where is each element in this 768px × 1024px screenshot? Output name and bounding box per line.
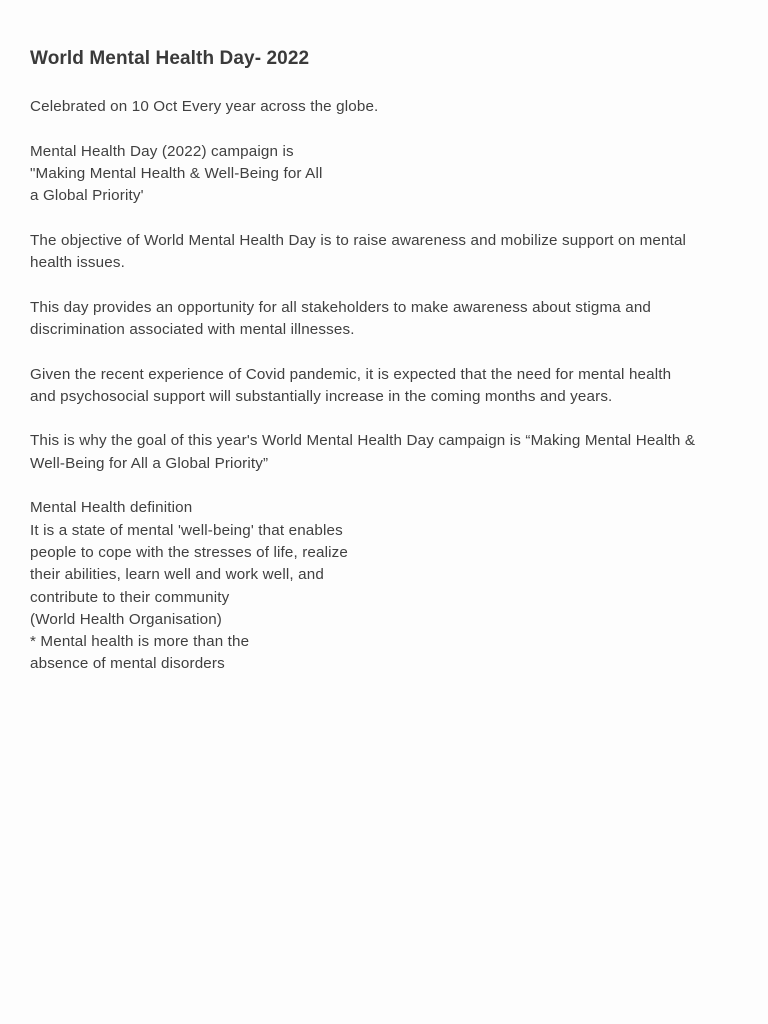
note-line: Mental Health definition — [30, 499, 193, 517]
note-paragraph-covid[interactable] — [30, 364, 742, 409]
note-line: a Global Priority' — [30, 187, 144, 205]
note-line: Celebrated on 10 Oct Every year across the globe. — [30, 98, 379, 115]
note-paragraph-date[interactable] — [30, 96, 742, 118]
note-line: "Making Mental Health & Well-Being for All — [30, 164, 323, 182]
note-line: This is why the goal of this year's World Mental Health Day campaign is “Making Mental Health & — [30, 432, 696, 450]
note-paragraph-definition[interactable] — [30, 497, 742, 675]
note-line: health issues. — [30, 254, 125, 272]
note-line: Well-Being for All a Global Priority” — [30, 454, 269, 472]
note-paragraph-goal[interactable] — [30, 430, 742, 475]
note-line: It is a state of mental 'well-being' that enables — [30, 521, 343, 539]
note-line: Mental Health Day (2022) campaign is — [30, 142, 294, 160]
note-paragraph-objective[interactable] — [30, 230, 742, 275]
note-paragraph-opportunity[interactable] — [30, 297, 742, 342]
note-line: This day provides an opportunity for all stakeholders to make awareness about stigma and — [30, 298, 652, 316]
note-line: people to cope with the stresses of life, realize — [30, 543, 349, 561]
note-body[interactable] — [30, 44, 742, 698]
note-paragraph-campaign[interactable] — [30, 141, 742, 208]
note-line: contribute to their community — [30, 588, 230, 606]
note-line: and psychosocial support will substantially increase in the coming months and years. — [30, 387, 613, 405]
note-line: discrimination associated with mental illnesses. — [30, 320, 355, 338]
note-line: * Mental health is more than the — [30, 633, 250, 651]
note-line: The objective of World Mental Health Day is to raise awareness and mobilize support on mental — [30, 231, 687, 249]
note-line: (World Health Organisation) — [30, 610, 223, 628]
note-title[interactable]: World Mental Health Day- 2022 — [30, 48, 310, 69]
note-line: Given the recent experience of Covid pandemic, it is expected that the need for mental health — [30, 365, 672, 383]
note-line: their abilities, learn well and work well, and — [30, 566, 324, 584]
note-line: absence of mental disorders — [30, 655, 225, 673]
